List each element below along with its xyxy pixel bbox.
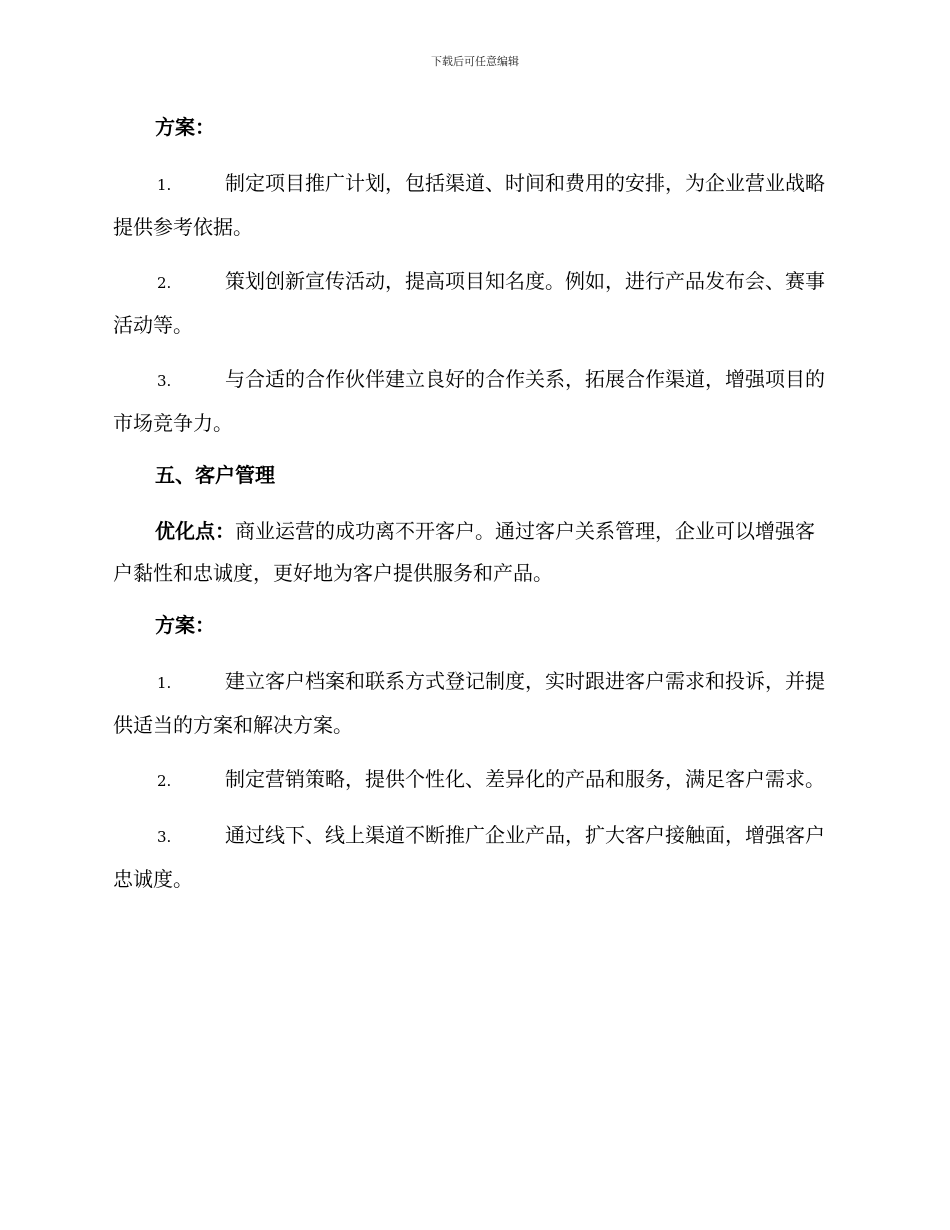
optimization-label: 优化点： [155,519,235,543]
list-item-number: 2. [157,274,172,292]
list-item-number: 2. [157,772,172,790]
list-item-number: 3. [157,828,172,846]
list-item [113,162,833,248]
list-item-text: 通过线下、线上渠道不断推广企业产品，扩大客户接触面，增强客户忠诚度。 [113,823,825,891]
list-item-number: 1. [157,176,172,194]
section-heading: 五、客户管理 [155,463,275,487]
list-item-text: 建立客户档案和联系方式登记制度，实时跟进客户需求和投诉，并提供适当的方案和解决方案。 [113,669,825,737]
document-body [113,108,833,912]
optimization-paragraph [113,510,833,594]
list-item [113,260,833,346]
list-item-text: 制定项目推广计划，包括渠道、时间和费用的安排，为企业营业战略提供参考依据。 [113,171,825,239]
plan-heading: 方案： [155,115,215,139]
list-item [113,814,833,900]
page-header: 下载后可任意编辑 [431,55,519,68]
list-item [113,660,833,746]
list-item-text: 与合适的合作伙伴建立良好的合作关系，拓展合作渠道，增强项目的市场竞争力。 [113,367,825,435]
list-item-number: 3. [157,372,172,390]
list-item-number: 1. [157,674,172,692]
plan-heading: 方案： [155,613,215,637]
list-item [113,358,833,444]
list-item-text: 策划创新宣传活动，提高项目知名度。例如，进行产品发布会、赛事活动等。 [113,269,825,337]
list-item-text: 制定营销策略，提供个性化、差异化的产品和服务，满足客户需求。 [225,767,825,791]
list-item [113,758,833,802]
optimization-text: 商业运营的成功离不开客户。通过客户关系管理，企业可以增强客户黏性和忠诚度，更好地为客户提供服务和产品。 [113,519,815,585]
